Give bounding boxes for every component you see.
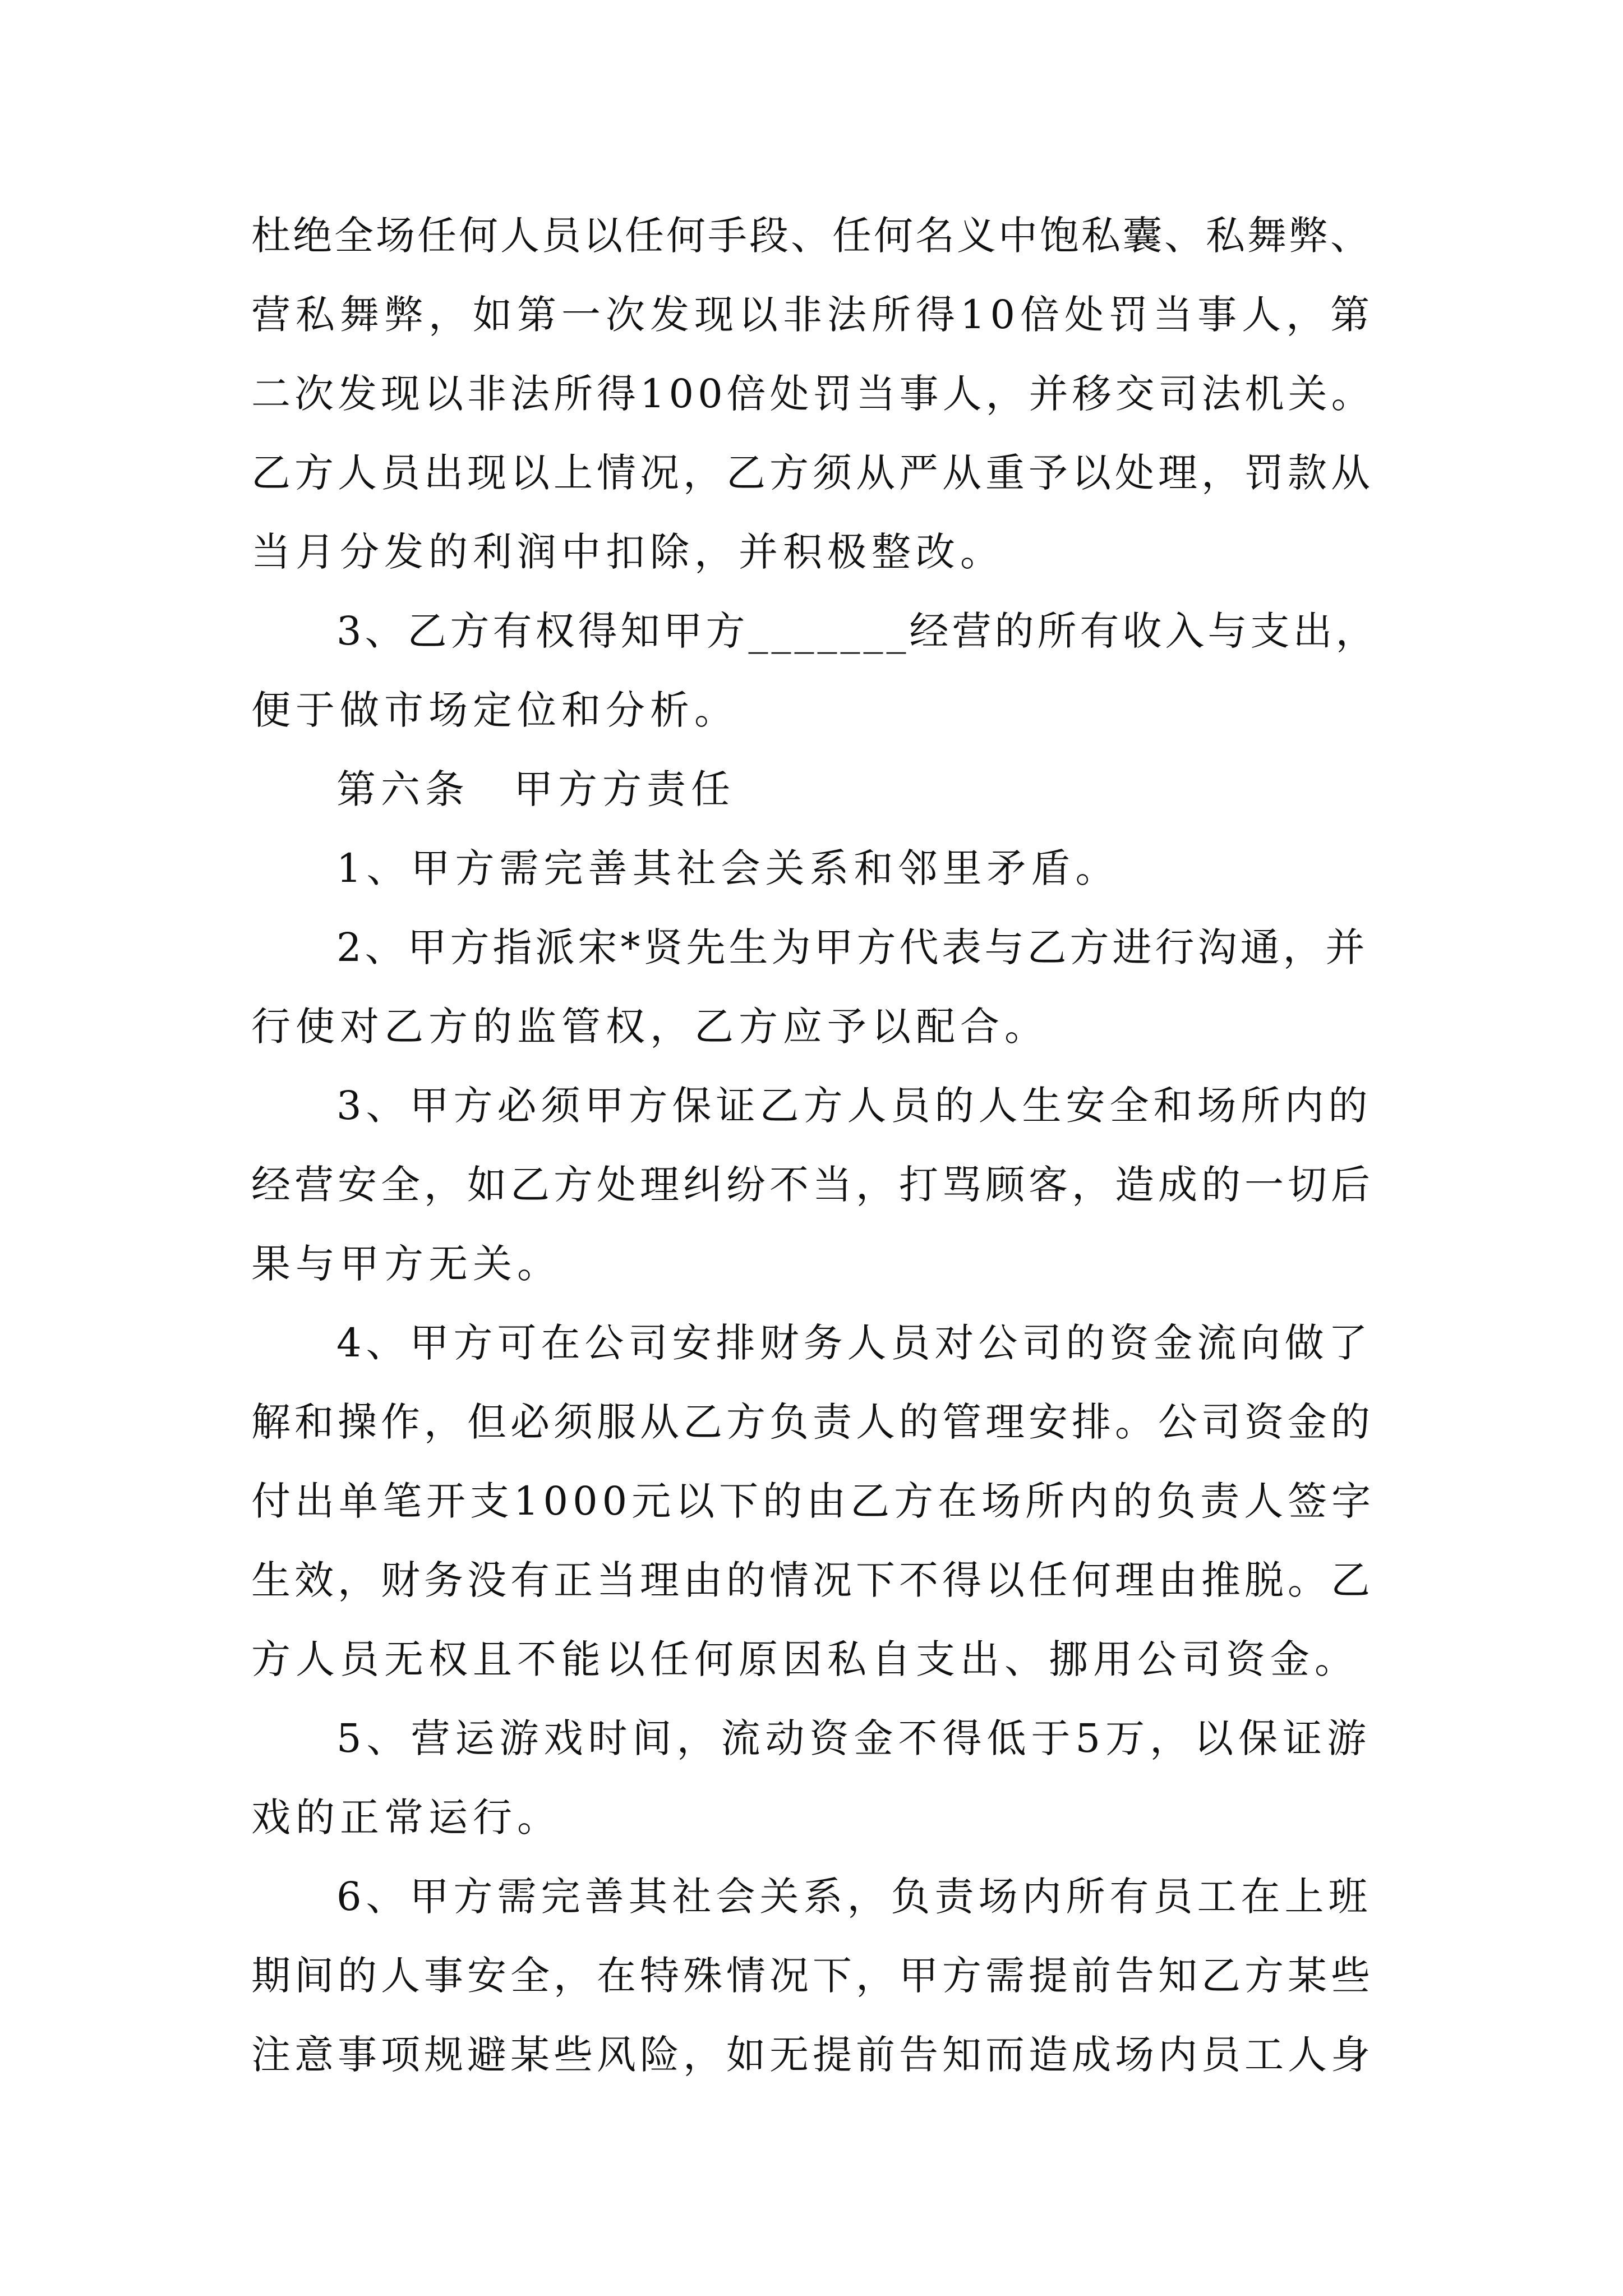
paragraph-line: 营私舞弊，如第一次发现以非法所得10倍处罚当事人，第 — [251, 292, 1375, 338]
paragraph-line: 当月分发的利润中扣除，并积极整改。 — [251, 529, 1004, 575]
paragraph-line: 4、甲方可在公司安排财务人员对公司的资金流向做了 — [336, 1320, 1372, 1366]
paragraph-line: 便于做市场定位和分析。 — [251, 687, 739, 733]
paragraph-line: 生效，财务没有正当理由的情况下不得以任何理由推脱。乙 — [251, 1557, 1374, 1603]
paragraph-line: 二次发现以非法所得100倍处罚当事人，并移交司法机关。 — [251, 371, 1375, 417]
paragraph-line: 3、甲方必须甲方保证乙方人员的人生安全和场所内的 — [336, 1083, 1372, 1129]
paragraph-line: 行使对乙方的监管权，乙方应予以配合。 — [251, 1004, 1049, 1050]
paragraph-line: 3、乙方有权得知甲方_______经营的所有收入与支出， — [336, 608, 1378, 654]
paragraph-line: 2、甲方指派宋*贤先生为甲方代表与乙方进行沟通，并 — [336, 924, 1368, 970]
paragraph-line: 解和操作，但必须服从乙方负责人的管理安排。公司资金的 — [251, 1399, 1374, 1445]
paragraph-line: 1、甲方需完善其社会关系和邻里矛盾。 — [336, 845, 1120, 891]
paragraph-line: 方人员无权且不能以任何原因私自支出、挪用公司资金。 — [251, 1636, 1359, 1682]
paragraph-line: 戏的正常运行。 — [251, 1795, 561, 1841]
section-heading: 第六条 甲方方责任 — [336, 766, 735, 812]
paragraph-line: 期间的人事安全，在特殊情况下，甲方需提前告知乙方某些 — [251, 1953, 1374, 1999]
paragraph-line: 果与甲方无关。 — [251, 1241, 561, 1287]
paragraph-line: 付出单笔开支1000元以下的由乙方在场所内的负责人签字 — [251, 1478, 1376, 1524]
paragraph-line: 6、甲方需完善其社会关系，负责场内所有员工在上班 — [336, 1874, 1372, 1920]
paragraph-line: 5、营运游戏时间，流动资金不得低于5万，以保证游 — [336, 1715, 1372, 1761]
paragraph-line: 杜绝全场任何人员以任何手段、任何名义中饱私囊、私舞弊、 — [251, 213, 1372, 259]
paragraph-line: 注意事项规避某些风险，如无提前告知而造成场内员工人身 — [251, 2032, 1374, 2078]
paragraph-line: 乙方人员出现以上情况，乙方须从严从重予以处理，罚款从 — [251, 450, 1374, 496]
paragraph-line: 经营安全，如乙方处理纠纷不当，打骂顾客，造成的一切后 — [251, 1162, 1374, 1208]
